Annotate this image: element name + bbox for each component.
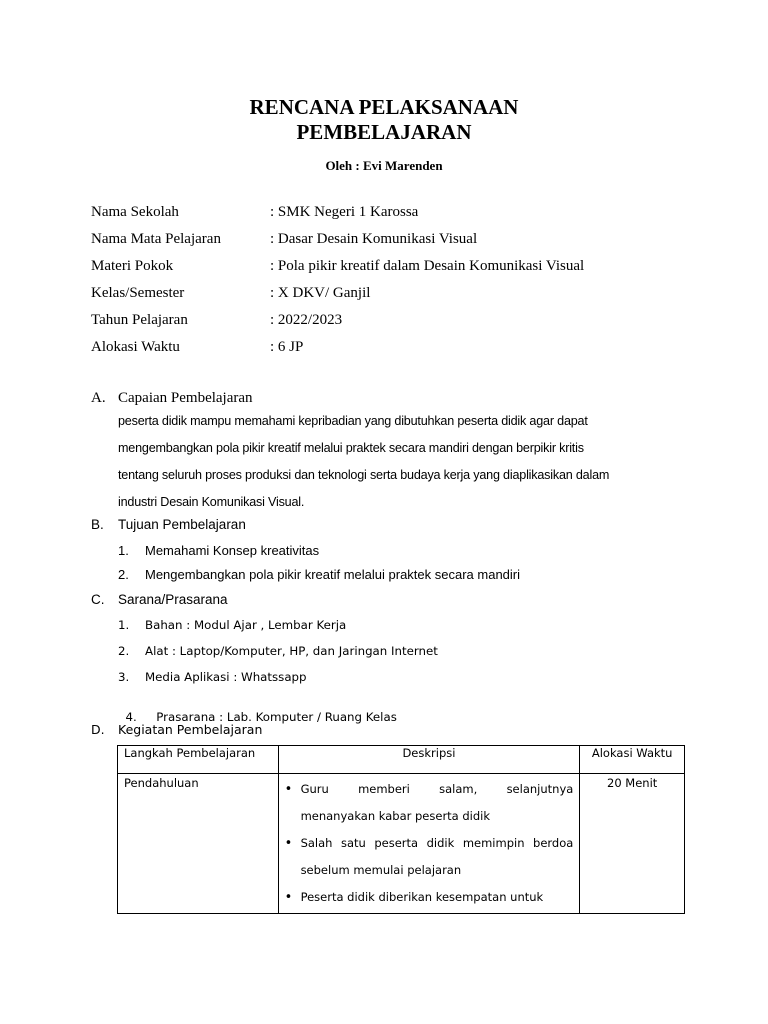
list-number: 1. [118,618,130,632]
info-value: : Pola pikir kreatif dalam Desain Komunikasi Visual [270,258,585,274]
bullet-text: Peserta didik diberikan kesempatan untuk [300,890,544,904]
section-c-heading [91,592,228,607]
section-a-paragraph [118,408,663,516]
list-number: 2. [118,644,130,658]
bullet-icon: • [284,890,293,905]
paragraph-line: mengembangkan pola pikir kreatif melalui praktek secara mandiri dengan berpikir kritis [118,441,584,455]
info-label: Alokasi Waktu [91,339,180,355]
paragraph-line: industri Desain Komunikasi Visual. [118,495,305,509]
section-title: Capaian Pembelajaran [118,390,253,406]
list-item [118,567,520,582]
section-letter: A. [91,390,106,406]
doc-title-line1: RENCANA PELAKSANAAN [249,95,519,119]
list-text: Prasarana : Lab. Komputer / Ruang Kelas [152,710,397,724]
section-letter: B. [91,517,104,532]
section-letter: C. [91,592,105,607]
list-text: Memahami Konsep kreativitas [145,543,320,558]
info-label: Kelas/Semester [91,285,185,301]
bullet-item [285,776,574,830]
bullet-icon: • [284,836,293,851]
doc-title-line2: PEMBELAJARAN [296,120,472,144]
table-header: Langkah Pembelajaran [118,746,279,774]
table-row [118,774,685,914]
section-a-heading [91,390,253,407]
doc-author: Oleh : Evi Marenden [325,158,443,173]
list-text: Mengembangkan pola pikir kreatif melalui praktek secara mandiri [145,567,521,582]
table-header: Alokasi Waktu [580,746,685,774]
bullet-text: Guru memberi salam, selanjutnya menanyakan kabar peserta didik [300,782,574,823]
info-label: Nama Mata Pelajaran [91,231,221,247]
info-label: Tahun Pelajaran [91,312,188,328]
list-item [118,670,307,684]
info-label: Materi Pokok [91,258,174,274]
list-number: 2. [118,567,129,582]
kegiatan-table [117,745,685,914]
table-header-row [118,746,685,774]
bullet-item [285,884,574,911]
paragraph-line: tentang seluruh proses produksi dan teknologi serta budaya kerja yang diaplikasikan dalam [118,468,610,482]
table-cell-step: Pendahuluan [118,774,279,914]
info-label: Nama Sekolah [91,204,179,220]
list-item [118,618,346,632]
info-value: : 6 JP [270,339,304,355]
table-cell-description [278,774,580,914]
table-cell-time: 20 Menit [580,774,685,914]
section-letter: D. [91,722,105,737]
list-text: Bahan : Modul Ajar , Lembar Kerja [145,618,347,632]
list-text: Media Aplikasi : Whatssapp [145,670,307,684]
paragraph-line: peserta didik mampu memahami kepribadian yang dibutuhkan peserta didik agar dapat [118,414,588,428]
info-value: : Dasar Desain Komunikasi Visual [270,231,478,247]
bullet-item [285,830,574,884]
bullet-text: Salah satu peserta didik memimpin berdoa sebelum memulai pelajaran [300,836,574,877]
section-title: Kegiatan Pembelajaran [118,722,263,737]
list-number: 4. [125,710,137,724]
list-number: 3. [118,670,130,684]
info-value: : 2022/2023 [270,312,343,328]
table-header: Deskripsi [278,746,580,774]
list-text: Alat : Laptop/Komputer, HP, dan Jaringan Internet [145,644,438,658]
list-item [118,696,397,724]
list-item [118,644,438,658]
info-value: : X DKV/ Ganjil [270,285,371,301]
section-title: Sarana/Prasarana [118,592,228,607]
list-number: 1. [118,543,129,558]
info-value: : SMK Negeri 1 Karossa [270,204,419,220]
section-title: Tujuan Pembelajaran [118,517,246,532]
section-b-heading [91,517,246,532]
bullet-icon: • [284,782,293,797]
list-item [118,543,319,558]
section-d-heading [91,722,262,737]
